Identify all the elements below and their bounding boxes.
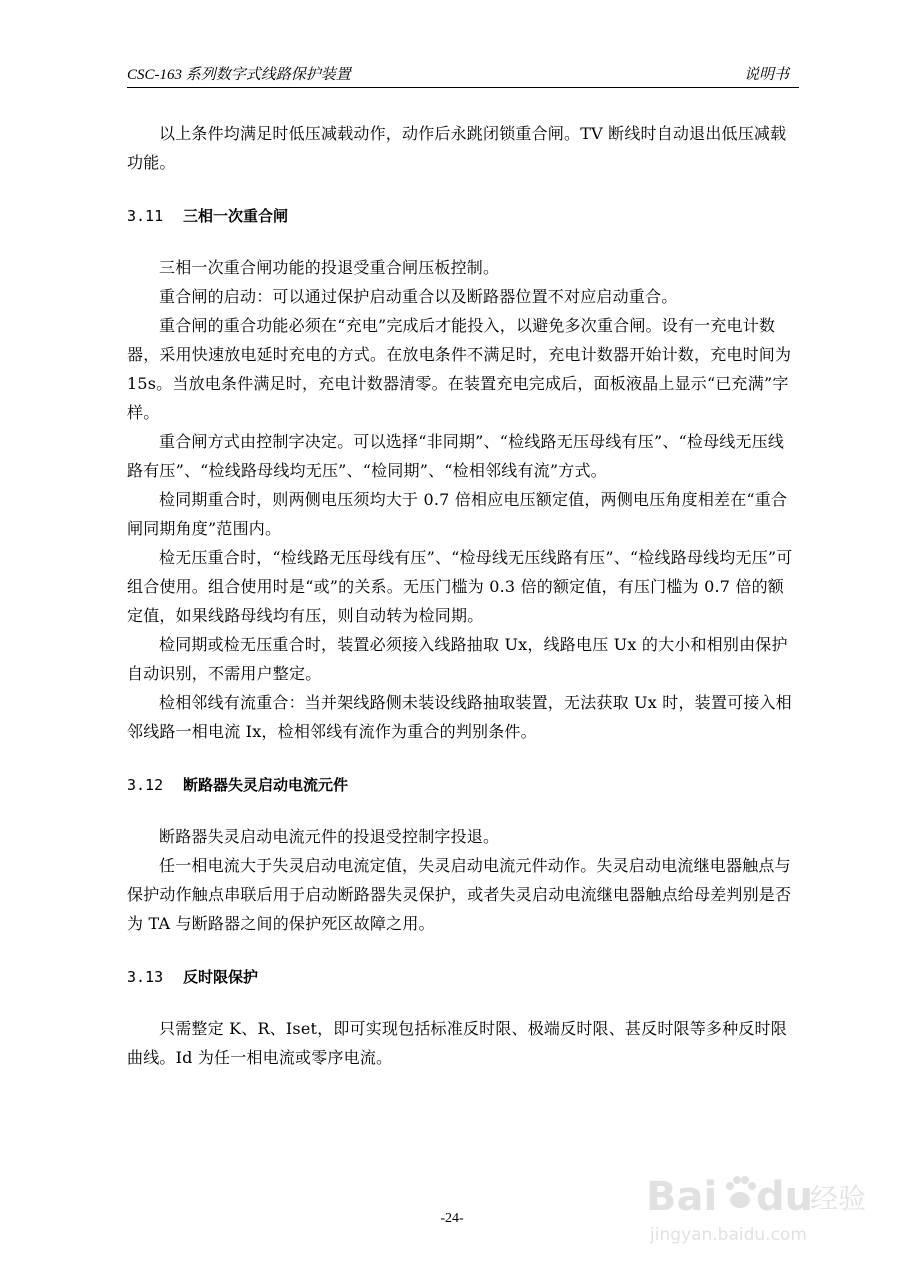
paragraph: 三相一次重合闸功能的投退受重合闸压板控制。 — [159, 258, 500, 277]
section-title: 三相一次重合闸 — [183, 207, 289, 225]
watermark-brand-suffix: du — [756, 1174, 814, 1220]
section-number: 3.13 — [127, 968, 164, 986]
section-heading — [127, 771, 799, 800]
watermark-url: jingyan.baidu.com — [650, 1225, 807, 1245]
paragraph: 检相邻线有流重合：当并架线路侧未装设线路抽取装置，无法获取 Ux 时，装置可接入相邻线路一相电流 Ix，检相邻线有流作为重合的判别条件。 — [127, 693, 792, 741]
paragraph: 重合闸的启动：可以通过保护启动重合以及断路器位置不对应启动重合。 — [159, 287, 678, 306]
paragraph: 任一相电流大于失灵启动电流定值，失灵启动电流元件动作。失灵启动电流继电器触点与保护动作触点串联后用于启动断路器失灵保护，或者失灵启动电流继电器触点给母差判别是否为 TA 与断路器之间的保护死区故障之用。 — [127, 856, 792, 933]
paragraph: 重合闸的重合功能必须在“充电”完成后才能投入，以避免多次重合闸。设有一充电计数器，采用快速放电延时充电的方式。在放电条件不满足时，充电计数器开始计数，充电时间为 15s。当放电条件满足时，充电计数器清零。在装置充电完成后，面板液晶上显示“已充满”字样。 — [127, 316, 797, 422]
section-title: 反时限保护 — [183, 968, 259, 986]
page-body — [127, 119, 799, 1072]
section-title: 断路器失灵启动电流元件 — [183, 776, 349, 794]
section-heading — [127, 963, 799, 992]
paragraph: 只需整定 K、R、Iset，即可实现包括标准反时限、极端反时限、甚反时限等多种反时限曲线。Id 为任一相电流或零序电流。 — [127, 1019, 787, 1067]
paragraph: 检无压重合时，“检线路无压母线有压”、“检母线无压线路有压”、“检线路母线均无压”可组合使用。组合使用时是“或”的关系。无压门槛为 0.3 倍的额定值，有压门槛为 0.7 倍的额定值，如果线路母线均有压，则自动转为检同期。 — [127, 548, 793, 625]
paragraph: 检同期重合时，则两侧电压须均大于 0.7 倍相应电压额定值，两侧电压角度相差在“重合闸同期角度”范围内。 — [127, 490, 788, 538]
paragraph: 重合闸方式由控制字决定。可以选择“非同期”、“检线路无压母线有压”、“检母线无压线路有压”、“检线路母线均无压”、“检同期”、“检相邻线有流”方式。 — [127, 432, 785, 480]
header-doc-type: 说明书 — [743, 67, 789, 83]
paw-icon — [726, 1176, 756, 1208]
paragraph: 以上条件均满足时低压减载动作，动作后永跳闭锁重合闸。TV 断线时自动退出低压减载功能。 — [127, 124, 787, 172]
section-number: 3.11 — [127, 207, 164, 225]
baidu-jingyan-watermark — [640, 1158, 890, 1248]
section-heading — [127, 202, 799, 231]
page-number: -24- — [440, 1211, 464, 1226]
paragraph: 检同期或检无压重合时，装置必须接入线路抽取 Ux，线路电压 Ux 的大小和相别由保护自动识别，不需用户整定。 — [127, 635, 788, 683]
header-doc-title: CSC-163 系列数字式线路保护装置 — [127, 67, 351, 83]
page-header — [127, 63, 799, 85]
paragraph: 断路器失灵启动电流元件的投退受控制字投退。 — [159, 827, 500, 846]
watermark-product: 经验 — [810, 1182, 867, 1215]
header-rule — [127, 87, 799, 88]
section-number: 3.12 — [127, 776, 164, 794]
watermark-brand: Bai — [646, 1174, 718, 1220]
